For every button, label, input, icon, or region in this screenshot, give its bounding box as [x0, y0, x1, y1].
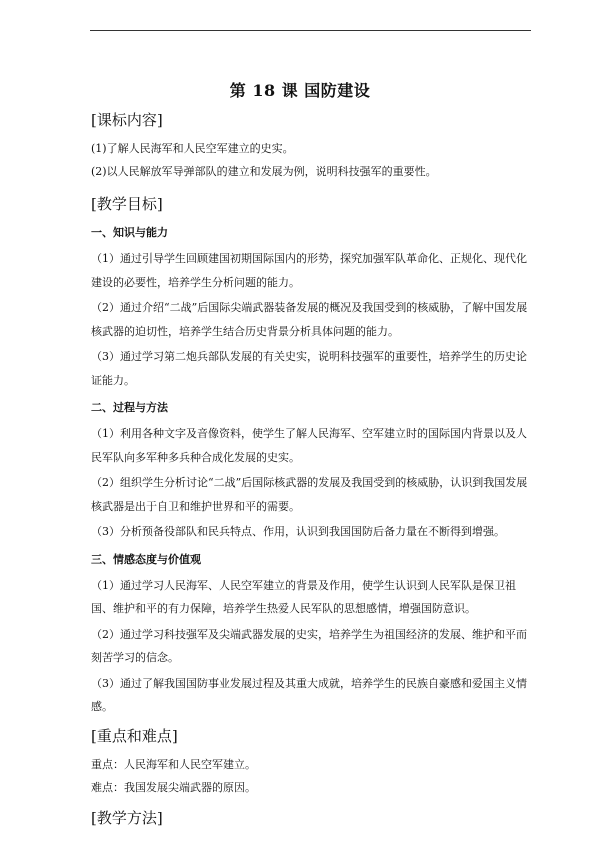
paragraph: （3）通过了解我国国防事业发展过程及其重大成就，培养学生的民族自豪感和爱国主义情感。 — [91, 676, 527, 713]
section-heading: [重点和难点] — [91, 726, 178, 745]
paragraph: （1）通过引导学生回顾建国初期国际国内的形势，探究加强军队革命化、正规化、现代化建设的必要性，培养学生分析问题的能力。 — [91, 252, 527, 289]
subsection-heading: 二、过程与方法 — [91, 401, 168, 414]
list-item: (1)了解人民海军和人民空军建立的史实。 — [91, 142, 294, 155]
page-title: 第 18 课 国防建设 — [229, 81, 371, 100]
list-item: 重点：人民海军和人民空军建立。 — [91, 757, 256, 771]
paragraph: （1）通过学习人民海军、人民空军建立的背景及作用，使学生认识到人民军队是保卫祖国、维护和平的有力保障，培养学生热爱人民军队的思想感情，增强国防意识。 — [91, 578, 516, 615]
paragraph: （2）通过介绍“二战”后国际尖端武器装备发展的概况及我国受到的核威胁，了解中国发展核武器的迫切性，培养学生结合历史背景分析具体问题的能力。 — [91, 301, 528, 338]
document-body — [91, 109, 531, 835]
list-item: 难点：我国发展尖端武器的原因。 — [91, 780, 256, 794]
section-key-points — [91, 725, 531, 799]
paragraph: （3）分析预备役部队和民兵特点、作用，认识到我国国防后备力量在不断得到增强。 — [91, 525, 505, 538]
section-methods — [91, 807, 531, 829]
paragraph: （1）利用各种文字及音像资料，使学生了解人民海军、空军建立时的国际国内背景以及人民军队向多军种多兵种合成化发展的史实。 — [91, 427, 527, 464]
section-content-standard — [91, 109, 531, 183]
section-heading: [课标内容] — [91, 111, 163, 129]
header-rule — [90, 30, 531, 31]
paragraph: （3）通过学习第二炮兵部队发展的有关史实，说明科技强军的重要性，培养学生的历史论证能力。 — [91, 350, 527, 387]
section-heading: [教学目标] — [91, 195, 163, 213]
subsection-heading: 一、知识与能力 — [91, 226, 168, 239]
paragraph: （2）通过学习科技强军及尖端武器发展的史实，培养学生为祖国经济的发展、维护和平而刻苦学习的信念。 — [91, 627, 527, 664]
section-heading: [教学方法] — [91, 808, 163, 827]
list-item: (2)以人民解放军导弹部队的建立和发展为例，说明科技强军的重要性。 — [91, 165, 437, 178]
paragraph: （2）组织学生分析讨论“二战”后国际核武器的发展及我国受到的核威胁，认识到我国发展核武器是出于自卫和维护世界和平的需要。 — [91, 476, 528, 513]
subsection-heading: 三、情感态度与价值观 — [91, 552, 201, 566]
section-objectives — [91, 193, 531, 719]
